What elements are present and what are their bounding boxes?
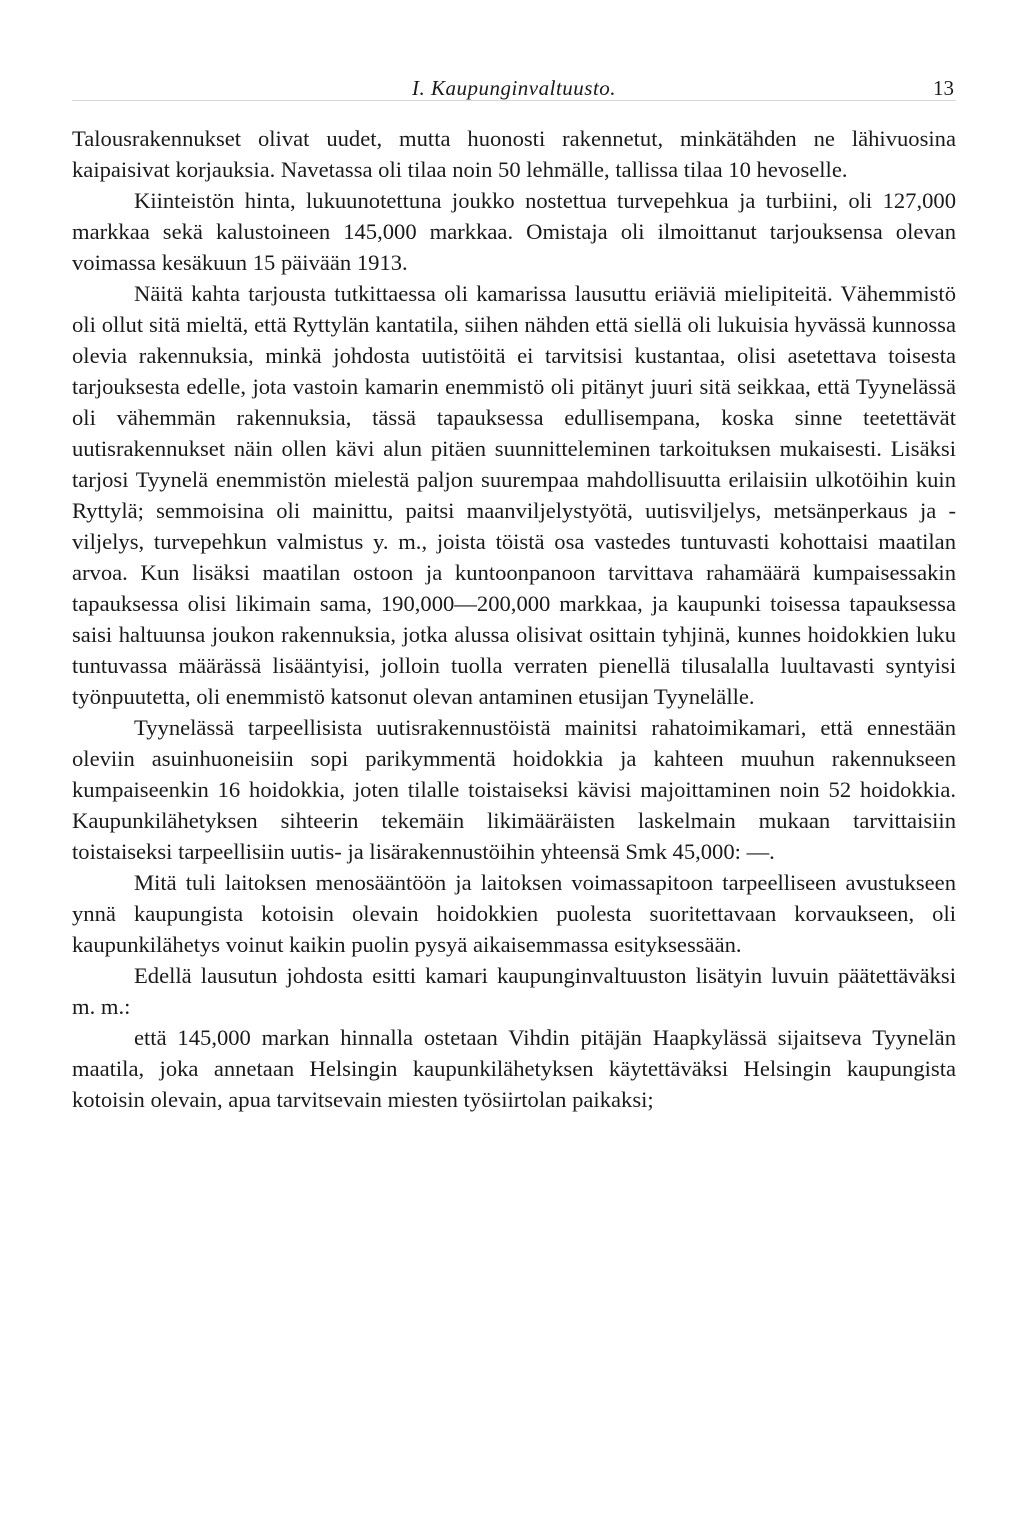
paragraph: Edellä lausutun johdosta esitti kamari kaupunginvaltuuston lisätyin luvuin päätettäväksi m. m.:	[72, 963, 956, 1019]
body-text	[72, 123, 956, 1115]
paragraph: Mitä tuli laitoksen menosääntöön ja laitoksen voimassapitoon tarpeelliseen avustukseen ynnä kaupungista kotoisin olevain hoidokkien puolesta suoritettavaan korvaukseen, oli kaupunkilähetys voinut kaikin puolin pysyä aikaisemmassa esityksessään.	[72, 870, 956, 957]
page-number: 13	[933, 76, 954, 100]
running-header	[72, 70, 956, 101]
paragraph: Tyynelässä tarpeellisista uutisrakennustöistä mainitsi rahatoimikamari, että ennestään oleviin asuinhuoneisiin sopi parikymmentä hoidokkia ja kahteen muuhun rakennukseen kumpaiseenkin 16 hoidokkia, joten tilalle toistaiseksi kävisi majoittaminen noin 52 hoidokkia. Kaupunkilähetyksen sihteerin tekemäin likimääräisten laskelmain mukaan tarvittaisiin toistaiseksi tarpeellisiin uutis- ja lisärakennustöihin yhteensä Smk 45,000: —.	[72, 715, 956, 864]
document-page	[72, 70, 956, 1115]
paragraph: Kiinteistön hinta, lukuunotettuna joukko nostettua turvepehkua ja turbiini, oli 127,000 markkaa sekä kalustoineen 145,000 markkaa. Omistaja oli ilmoittanut tarjouksensa olevan voimassa kesäkuun 15 päivään 1913.	[72, 188, 956, 275]
paragraph: Näitä kahta tarjousta tutkittaessa oli kamarissa lausuttu eriäviä mielipiteitä. Vähemmistö oli ollut sitä mieltä, että Ryttylän kantatila, siihen nähden että siellä oli lukuisia hyvässä kunnossa olevia rakennuksia, minkä johdosta uutistöitä ei tarvitsisi kustantaa, olisi asetettava toisesta tarjouksesta edelle, jota vastoin kamarin enemmistö oli pitänyt juuri sitä seikkaa, että Tyynelässä oli vähemmän rakennuksia, tässä tapauksessa edullisempana, koska sinne teetettävät uutisrakennukset näin ollen kävi alun pitäen suunnitteleminen tarkoituksen mukaisesti. Lisäksi tarjosi Tyynelä enemmistön mielestä paljon suurempaa mahdollisuutta erilaisiin ulkotöihin kuin Ryttylä; semmoisina oli mainittu, paitsi maanviljelystyötä, uutisviljelys, metsänperkaus ja -viljelys, turvepehkun valmistus y. m., joista töistä osa vastedes tuntuvasti kohottaisi maatilan arvoa. Kun lisäksi maatilan ostoon ja kuntoonpanoon tarvittava rahamäärä kumpaisessakin tapauksessa olisi likimain sama, 190,000—200,000 markkaa, ja kaupunki toisessa tapauksessa saisi haltuunsa joukon rakennuksia, jotka alussa olisivat osittain tyhjinä, kunnes hoidokkien luku tuntuvassa määrässä lisääntyisi, jolloin tuolla verraten pienellä tilusalalla luultavasti syntyisi työnpuutetta, oli enemmistö katsonut olevan antaminen etusijan Tyynelälle.	[72, 281, 956, 709]
paragraph: että 145,000 markan hinnalla ostetaan Vihdin pitäjän Haapkylässä sijaitseva Tyynelän maatila, joka annetaan Helsingin kaupunkilähetyksen käytettäväksi Helsingin kaupungista kotoisin olevain, apua tarvitsevain miesten työsiirtolan paikaksi;	[72, 1025, 956, 1112]
running-title: I. Kaupunginvaltuusto.	[411, 76, 617, 100]
paragraph: Talousrakennukset olivat uudet, mutta huonosti rakennetut, minkätähden ne lähivuosina kaipaisivat korjauksia. Navetassa oli tilaa noin 50 lehmälle, tallissa tilaa 10 hevoselle.	[72, 126, 956, 182]
